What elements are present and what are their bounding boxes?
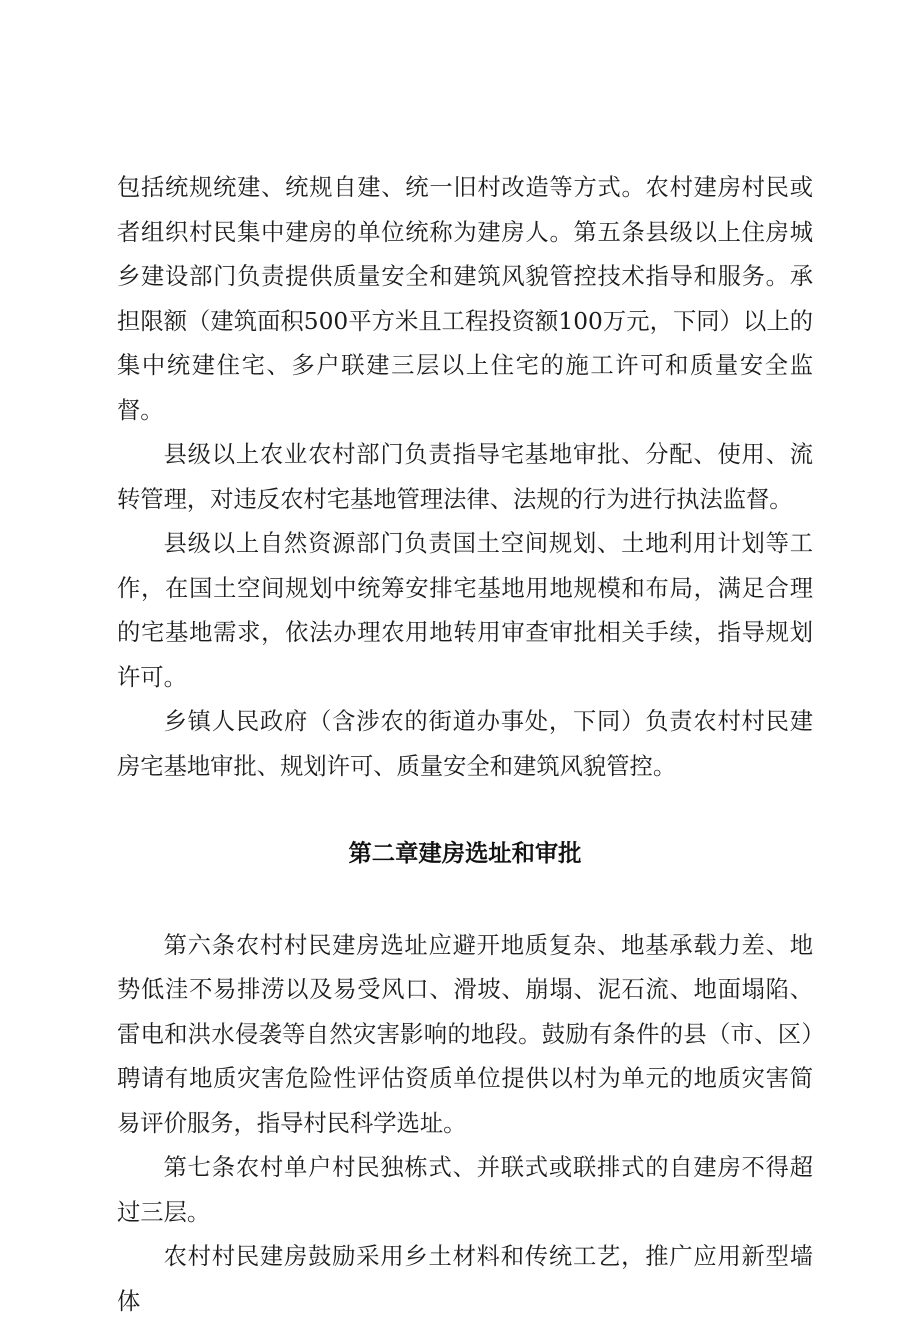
document-body [117,166,813,1324]
paragraph: 第六条农村村民建房选址应避开地质复杂、地基承载力差、地势低洼不易排涝以及易受风口、滑坡、崩塌、泥石流、地面塌陷、雷电和洪水侵袭等自然灾害影响的地段。鼓励有条件的县（市、区）聘请有地质灾害危险性评估资质单位提供以村为单元的地质灾害简易评价服务，指导村民科学选址。 [117,931,813,1137]
paragraph: 第七条农村单户村民独栋式、并联式或联排式的自建房不得超过三层。 [117,1154,813,1226]
chapter-heading: 第二章建房选址和审批 [348,840,582,867]
paragraph: 农村村民建房鼓励采用乡土材料和传统工艺，推广应用新型墙体 [117,1243,813,1315]
paragraph: 乡镇人民政府（含涉农的街道办事处，下同）负责农村村民建房宅基地审批、规划许可、质量安全和建筑风貌管控。 [117,708,813,780]
paragraph-continuation: 包括统规统建、统规自建、统一旧村改造等方式。农村建房村民或者组织村民集中建房的单位统称为建房人。第五条县级以上住房城乡建设部门负责提供质量安全和建筑风貌管控技术指导和服务。承担限额（建筑面积500平方米且工程投资额100万元，下同）以上的集中统建住宅、多户联建三层以上住宅的施工许可和质量安全监督。 [117,174,813,424]
paragraph: 县级以上农业农村部门负责指导宅基地审批、分配、使用、流转管理，对违反农村宅基地管理法律、法规的行为进行执法监督。 [117,441,813,513]
paragraph: 县级以上自然资源部门负责国土空间规划、土地利用计划等工作，在国土空间规划中统筹安排宅基地用地规模和布局，满足合理的宅基地需求，依法办理农用地转用审查审批相关手续，指导规划许可。 [117,530,813,691]
